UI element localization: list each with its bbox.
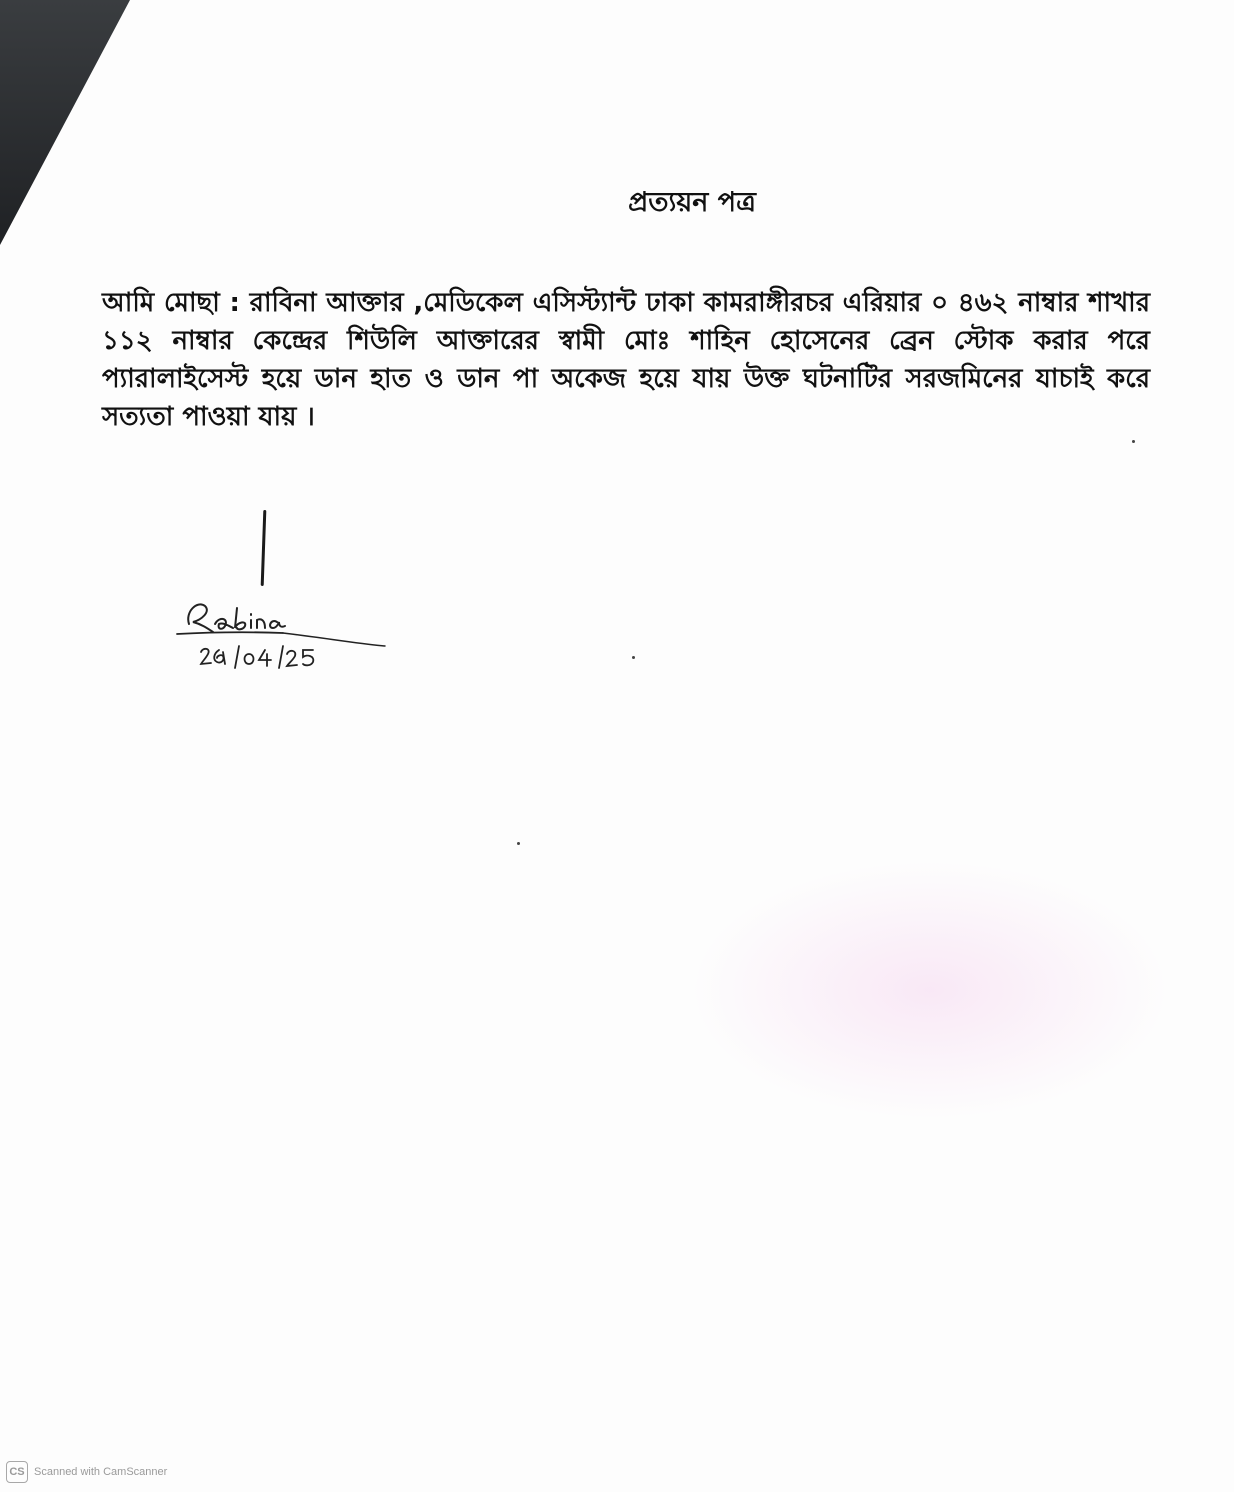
certificate-body: আমি মোছা : রাবিনা আক্তার ,মেডিকেল এসিস্ট্যান্ট ঢাকা কামরাঙ্গীরচর এরিয়ার ০ ৪৬২ নাম্বার শাখার ১১২ নাম্বার কেন্দ্রের শিউলি আক্তারের স্বামী মোঃ শাহিন হোসেনের ব্রেন স্টোক করার পরে প্যারালাইসেস্ট হয়ে ডান হাত ও ডান পা অকেজ হয়ে যায় উক্ত ঘটনাটির সরজমিনের যাচাই করে সত্যতা পাওয়া যায় ।	[102, 288, 1150, 432]
scanner-watermark	[6, 1461, 167, 1483]
stray-dot	[517, 842, 520, 845]
camscanner-logo-icon: CS	[6, 1461, 28, 1483]
stray-dot	[632, 656, 635, 659]
watermark-text: Scanned with CamScanner	[34, 1466, 168, 1478]
pen-mark	[261, 510, 267, 586]
paper-stain	[690, 860, 1170, 1120]
page-title: প্রত্যয়ন পত্র	[628, 187, 756, 218]
handwritten-signature	[175, 592, 395, 672]
stray-dot	[1132, 440, 1135, 443]
signature-graphic	[175, 592, 395, 672]
